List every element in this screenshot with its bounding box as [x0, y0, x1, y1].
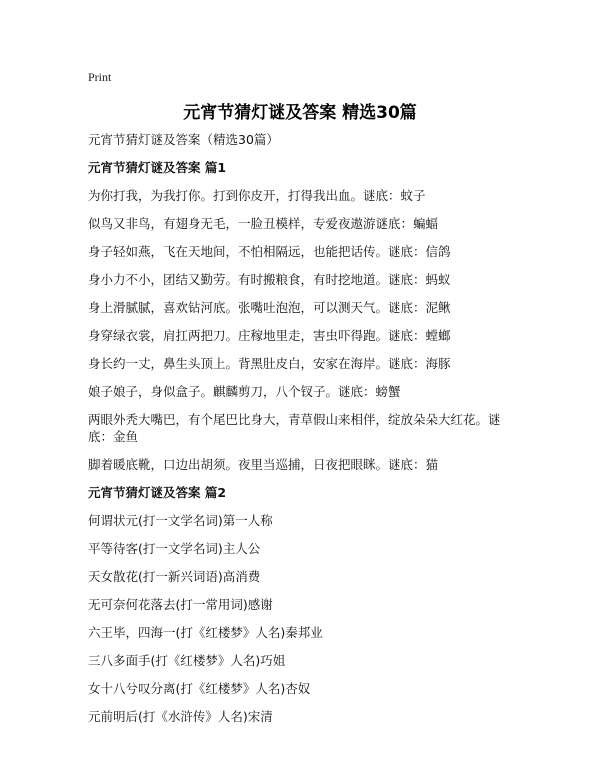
riddle-line: 似鸟又非鸟，有翅身无毛，一脸丑模样，专爱夜遨游谜底：蝙蝠 — [88, 216, 439, 231]
riddle-line: 身小力不小，团结又勤劳。有时搬粮食，有时挖地道。谜底：蚂蚁 — [88, 272, 451, 287]
riddle-line: 脚着暖底靴，口边出胡须。夜里当巡捕，日夜把眼眯。谜底：猫 — [88, 457, 439, 472]
riddle-line: 天女散花(打一新兴词语)高消费 — [88, 569, 261, 584]
section-1 — [88, 159, 508, 473]
riddle-line: 何谓状元(打一文学名词)第一人称 — [88, 513, 273, 528]
riddle-line: 娘子娘子，身似盒子。麒麟剪刀，八个钗子。谜底：螃蟹 — [88, 384, 401, 399]
riddle-line: 身上滑腻腻，喜欢钻河底。张嘴吐泡泡，可以测天气。谜底：泥鳅 — [88, 300, 451, 315]
riddle-line: 元前明后(打《水浒传》人名)宋清 — [88, 709, 273, 724]
riddle-line: 为你打我，为我打你。打到你皮开，打得我出血。谜底：蚊子 — [88, 188, 426, 203]
section-2 — [88, 484, 508, 725]
section-heading: 元宵节猜灯谜及答案 篇2 — [88, 485, 227, 500]
riddle-line: 身长约一丈，鼻生头顶上。背黑肚皮白，安家在海岸。谜底：海豚 — [88, 356, 451, 371]
riddle-line: 三八多面手(打《红楼梦》人名)巧姐 — [88, 653, 286, 668]
riddle-line: 两眼外秃大嘴巴，有个尾巴比身大，青草假山来相伴，绽放朵朵大红花。谜底：金鱼 — [88, 412, 501, 444]
print-label: Print — [88, 70, 112, 84]
riddle-line: 无可奈何花落去(打一常用词)感谢 — [88, 597, 273, 612]
section-heading: 元宵节猜灯谜及答案 篇1 — [88, 160, 227, 175]
riddle-line: 平等待客(打一文学名词)主人公 — [88, 541, 261, 556]
riddle-line: 六王毕，四海一(打《红楼梦》人名)秦邦业 — [88, 625, 323, 640]
riddle-line: 女十八兮叹分离(打《红楼梦》人名)杏奴 — [88, 681, 311, 696]
document-body — [88, 131, 508, 736]
riddle-line: 身子轻如燕，飞在天地间，不怕相隔远，也能把话传。谜底：信鸽 — [88, 244, 451, 259]
document-subtitle: 元宵节猜灯谜及答案（精选30篇） — [88, 132, 279, 147]
riddle-line: 身穿绿衣裳，肩扛两把刀。庄稼地里走，害虫吓得跑。谜底：螳螂 — [88, 328, 451, 343]
document-title: 元宵节猜灯谜及答案 精选30篇 — [183, 103, 417, 123]
